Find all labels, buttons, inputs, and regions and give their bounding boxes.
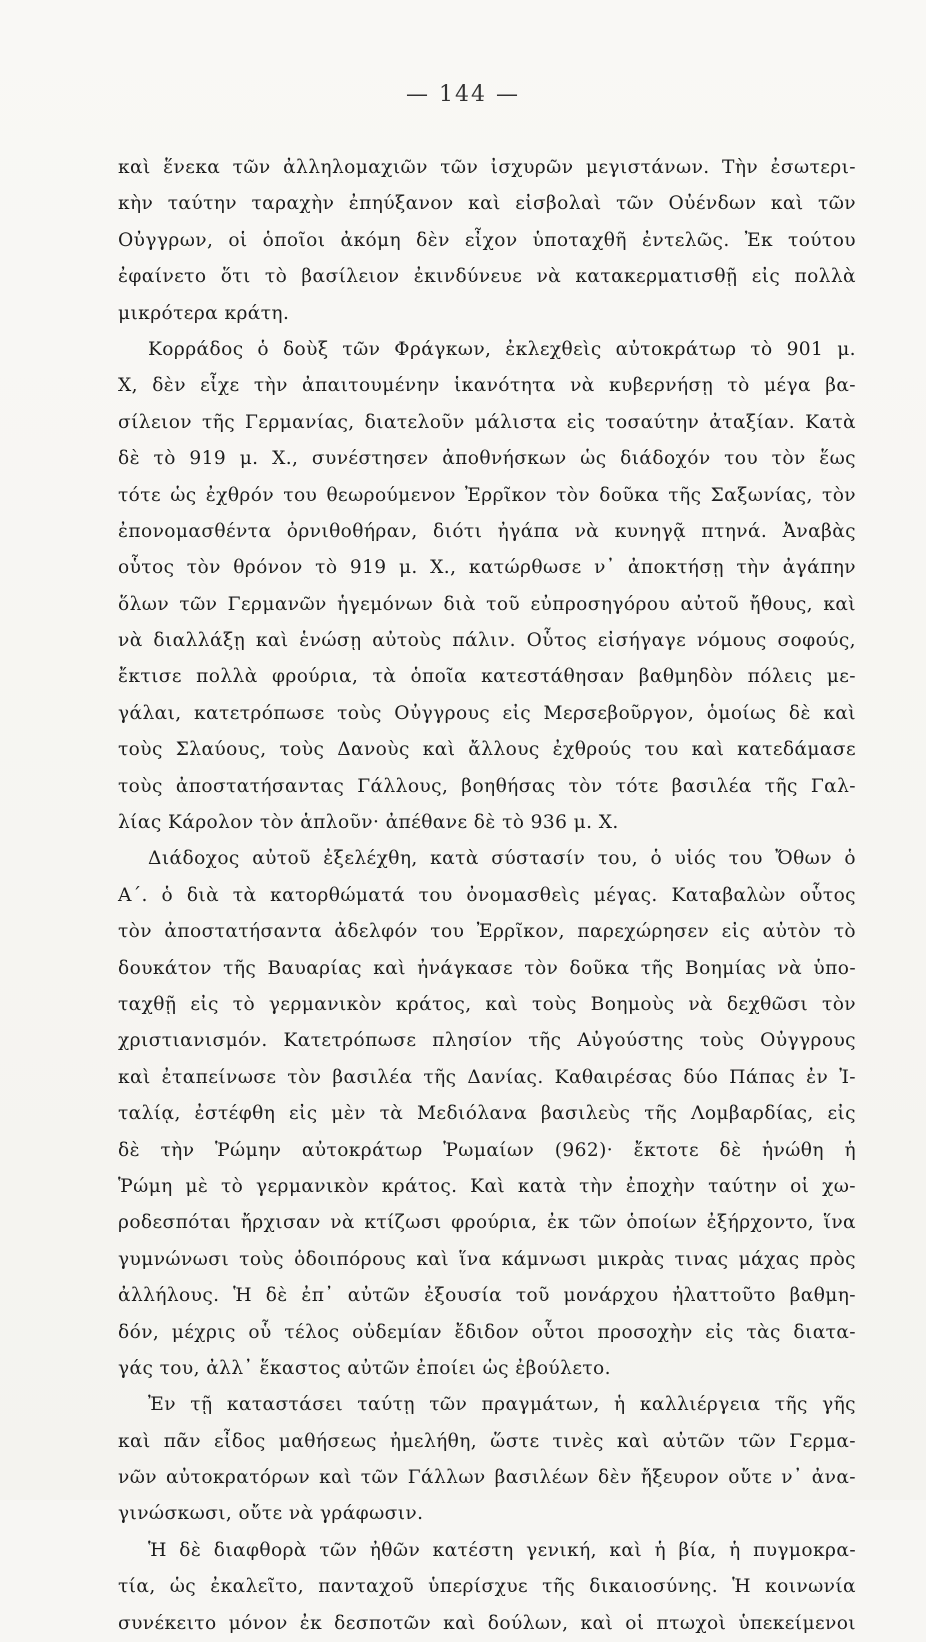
text-line: τοὺς ἀποστατήσαντας Γάλλους, βοηθήσας τὸν τότε βασιλέα τῆς Γαλ- (118, 775, 856, 797)
text-line: λίας Κάρολον τὸν ἁπλοῦν· ἀπέθανε δὲ τὸ 936 μ. Χ. (118, 812, 619, 834)
text-line: χριστιανισμόν. Κατετρόπωσε πλησίον τῆς Αὐγούστης τοὺς Οὐγγρους (118, 1030, 856, 1052)
text-line: Ῥώμη μὲ τὸ γερμανικὸν κράτος. Καὶ κατὰ τὴν ἐποχὴν ταύτην οἱ χω- (118, 1175, 856, 1197)
text-line: γυμνώνωσι τοὺς ὁδοιπόρους καὶ ἵνα κάμνωσι μικρὰς τινας μάχας πρὸς (118, 1248, 856, 1270)
text-line: Κορράδος ὁ δοὺξ τῶν Φράγκων, ἐκλεχθεὶς αὐτοκράτωρ τὸ 901 μ. (148, 338, 856, 360)
text-line: γάλαι, κατετρόπωσε τοὺς Οὐγγρους εἰς Μερσεβοῦργον, ὁμοίως δὲ καὶ (118, 702, 856, 724)
text-line: τὸν ἀποστατήσαντα ἀδελφόν του Ἐρρῖκον, παρεχώρησεν εἰς αὐτὸν τὸ (118, 921, 856, 943)
text-line: δὲ τὸ 919 μ. Χ., συνέστησεν ἀποθνήσκων ὡς διάδοχόν του τὸν ἕως (118, 448, 856, 470)
text-line: ὅλων τῶν Γερμανῶν ἡγεμόνων διὰ τοῦ εὐπροσηγόρου αὐτοῦ ἤθους, καὶ (118, 593, 856, 615)
text-line: κὴν ταύτην ταραχὴν ἐπηύξανον καὶ εἰσβολαὶ τῶν Οὐένδων καὶ τῶν (118, 193, 856, 215)
text-line: Οὐγγρων, οἱ ὁποῖοι ἀκόμη δὲν εἶχον ὑποταχθῆ ἐντελῶς. Ἐκ τούτου (118, 229, 856, 251)
text-line: καὶ ἐταπείνωσε τὸν βασιλέα τῆς Δανίας. Καθαιρέσας δύο Πάπας ἐν Ἰ- (118, 1066, 856, 1088)
text-line: δουκάτον τῆς Βαυαρίας καὶ ἠνάγκασε τὸν δοῦκα τῆς Βοημίας νὰ ὑπο- (118, 957, 856, 979)
text-line: ἐπονομασθέντα ὀρνιθοθήραν, διότι ἠγάπα νὰ κυνηγᾷ πτηνά. Ἀναβὰς (118, 520, 856, 542)
text-line: ροδεσπόται ἤρχισαν νὰ κτίζωσι φρούρια, ἐκ τῶν ὁποίων ἐξήρχοντο, ἵνα (118, 1212, 856, 1234)
text-line: Χ, δὲν εἶχε τὴν ἀπαιτουμένην ἱκανότητα νὰ κυβερνήσῃ τὸ μέγα βα- (118, 375, 856, 397)
text-line: ἔκτισε πολλὰ φρούρια, τὰ ὁποῖα κατεστάθησαν βαθμηδὸν πόλεις με- (118, 666, 856, 688)
text-line: ἀλλήλους. Ἡ δὲ ἐπ᾽ αὐτῶν ἐξουσία τοῦ μονάρχου ἠλαττοῦτο βαθμη- (118, 1285, 856, 1307)
text-line: γινώσκωσι, οὔτε νὰ γράφωσιν. (118, 1503, 424, 1525)
text-line: δόν, μέχρις οὗ τέλος οὐδεμίαν ἔδιδον οὗτοι προσοχὴν εἰς τὰς διατα- (118, 1321, 856, 1343)
text-line: γάς του, ἀλλ᾽ ἕκαστος αὐτῶν ἐποίει ὡς ἐβούλετο. (118, 1357, 611, 1379)
text-line: νῶν αὐτοκρατόρων καὶ τῶν Γάλλων βασιλέων δὲν ἤξευρον οὔτε ν᾽ ἀνα- (118, 1467, 856, 1489)
text-line: Ἐν τῇ καταστάσει ταύτῃ τῶν πραγμάτων, ἡ καλλιέργεια τῆς γῆς (148, 1394, 856, 1416)
text-line: σίλειον τῆς Γερμανίας, διατελοῦν μάλιστα εἰς τοσαύτην ἀταξίαν. Κατὰ (118, 411, 856, 433)
text-line: ἐφαίνετο ὅτι τὸ βασίλειον ἐκινδύνευε νὰ κατακερματισθῇ εἰς πολλὰ (118, 266, 856, 288)
text-line: συνέκειτο μόνον ἐκ δεσποτῶν καὶ δούλων, καὶ οἱ πτωχοὶ ὑπεκείμενοι (118, 1612, 856, 1634)
text-line: ταχθῇ εἰς τὸ γερμανικὸν κράτος, καὶ τοὺς Βοημοὺς νὰ δεχθῶσι τὸν (118, 993, 856, 1015)
text-line: Α΄. ὁ διὰ τὰ κατορθώματά του ὀνομασθεὶς μέγας. Καταβαλὼν οὗτος (118, 884, 856, 906)
text-line: καὶ ἕνεκα τῶν ἀλληλομαχιῶν τῶν ἰσχυρῶν μεγιστάνων. Τὴν ἐσωτερι- (118, 157, 856, 178)
body-text (118, 150, 856, 1642)
text-line: τία, ὡς ἐκαλεῖτο, πανταχοῦ ὑπερίσχυε τῆς δικαιοσύνης. Ἡ κοινωνία (118, 1576, 856, 1598)
page-number: — 144 — (406, 82, 520, 107)
text-line: ταλίᾳ, ἐστέφθη εἰς μὲν τὰ Μεδιόλανα βασιλεὺς τῆς Λομβαρδίας, εἰς (118, 1103, 856, 1125)
text-line: οὗτος τὸν θρόνον τὸ 919 μ. Χ., κατώρθωσε ν᾽ ἀποκτήσῃ τὴν ἀγάπην (118, 557, 856, 579)
text-line: Διάδοχος αὐτοῦ ἐξελέχθη, κατὰ σύστασίν του, ὁ υἱός του Ὄθων ὁ (148, 848, 856, 870)
text-line: δὲ τὴν Ῥώμην αὐτοκράτωρ Ῥωμαίων (962)· ἔκτοτε δὲ ἡνώθη ἡ (118, 1139, 856, 1161)
text-line: Ἡ δὲ διαφθορὰ τῶν ἠθῶν κατέστη γενική, καὶ ἡ βία, ἡ πυγμοκρα- (148, 1539, 856, 1561)
text-line: τοὺς Σλαύους, τοὺς Δανοὺς καὶ ἄλλους ἐχθρούς του καὶ κατεδάμασε (118, 739, 856, 761)
text-line: καὶ πᾶν εἶδος μαθήσεως ἠμελήθη, ὥστε τινὲς καὶ αὐτῶν τῶν Γερμα- (118, 1430, 856, 1452)
text-line: νὰ διαλλάξῃ καὶ ἑνώσῃ αὐτοὺς πάλιν. Οὗτος εἰσήγαγε νόμους σοφούς, (118, 630, 856, 652)
text-line: μικρότερα κράτη. (118, 302, 290, 324)
text-line: τότε ὡς ἐχθρόν του θεωρούμενον Ἐρρῖκον τὸν δοῦκα τῆς Σαξωνίας, τὸν (118, 484, 856, 506)
